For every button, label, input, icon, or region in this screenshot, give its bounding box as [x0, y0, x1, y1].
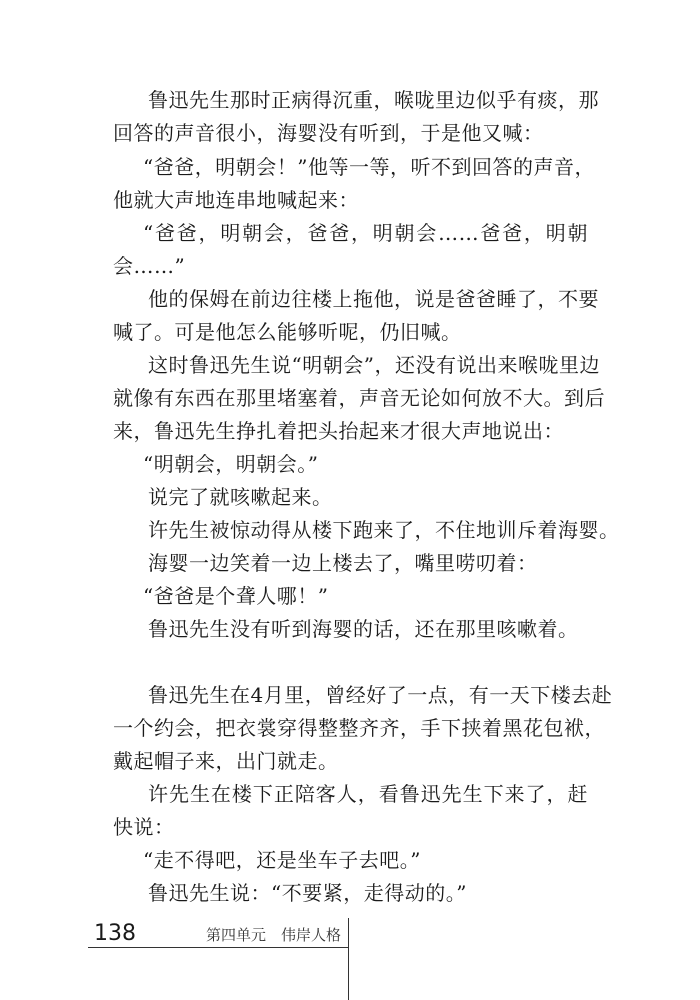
- text-line: 就像有东西在那里堵塞着，声音无论如何放不大。到后: [113, 386, 605, 410]
- text-line: 鲁迅先生说：“不要紧，走得动的。”: [148, 881, 467, 905]
- text-line: 他的保姆在前边往楼上拖他，说是爸爸睡了，不要: [148, 287, 599, 311]
- text-line: “爸爸是个聋人哪！”: [143, 584, 329, 608]
- text-line: 许先生在楼下正陪客人，看鲁迅先生下来了，赶: [148, 782, 588, 806]
- text-line: 回答的声音很小，海婴没有听到，于是他又喊：: [113, 121, 544, 145]
- text-line: 快说：: [113, 815, 175, 839]
- text-line: “爸爸，明朝会！”他等一等，听不到回答的声音，: [143, 155, 595, 179]
- text-line: 鲁迅先生那时正病得沉重，喉咙里边似乎有痰，那: [148, 88, 599, 112]
- text-line: “爸爸，明朝会，爸爸，明朝会……爸爸，明朝: [143, 221, 588, 245]
- text-line: 会……”: [113, 254, 186, 278]
- text-line: “明朝会，明朝会。”: [143, 452, 319, 476]
- text-line: 戴起帽子来，出门就走。: [113, 749, 339, 773]
- footer-rule-vertical: [348, 918, 349, 1000]
- text-line: 许先生被惊动得从楼下跑来了，不住地训斥着海婴。: [148, 518, 620, 542]
- text-line: 喊了。可是他怎么能够听呢，仍旧喊。: [113, 320, 462, 344]
- text-line: “走不得吧，还是坐车子去吧。”: [143, 848, 421, 872]
- text-line: 这时鲁迅先生说“明朝会”，还没有说出来喉咙里边: [148, 353, 600, 377]
- text-line: 海婴一边笑着一边上楼去了，嘴里唠叨着：: [148, 551, 538, 575]
- page-number: 138: [94, 921, 136, 946]
- text-line: 他就大声地连串地喊起来：: [113, 188, 359, 212]
- text-line: 鲁迅先生没有听到海婴的话，还在那里咳嗽着。: [148, 617, 579, 641]
- text-line: 一个约会，把衣裳穿得整整齐齐，手下挟着黑花包袱，: [113, 716, 605, 740]
- text-line: 说完了就咳嗽起来。: [148, 485, 333, 509]
- unit-title: 第四单元 伟岸人格: [206, 926, 342, 944]
- text-line: 鲁迅先生在4月里，曾经好了一点，有一天下楼去赴: [148, 683, 613, 707]
- text-line: 来，鲁迅先生挣扎着把头抬起来才很大声地说出：: [113, 419, 564, 443]
